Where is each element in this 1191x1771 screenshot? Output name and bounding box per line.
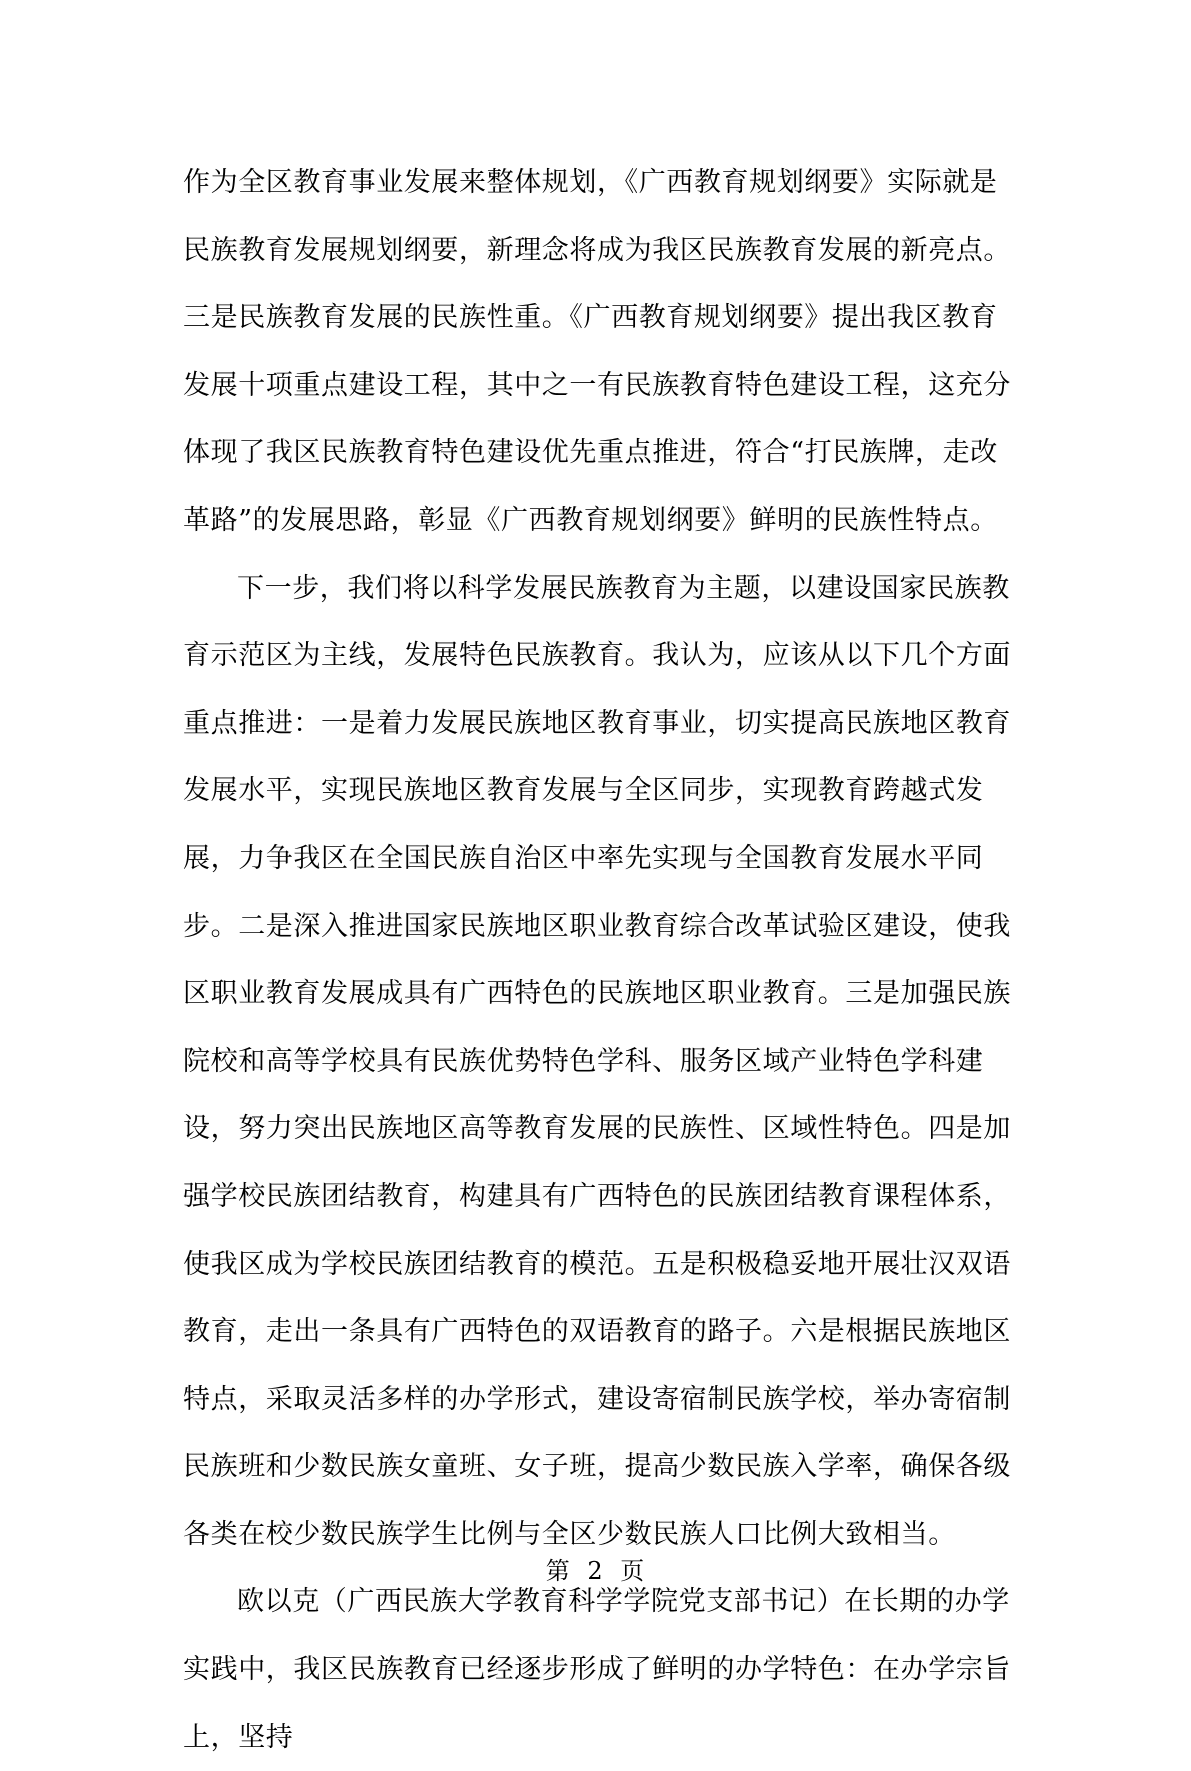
page-footer (0, 1551, 1191, 1586)
paragraph-continuation: 作为全区教育事业发展来整体规划，《广西教育规划纲要》实际就是民族教育发展规划纲要，新理念将成为我区民族教育发展的新亮点。三是民族教育发展的民族性重。《广西教育规划纲要》提出我区教育发展十项重点建设工程，其中之一有民族教育特色建设工程，这充分体现了我区民族教育特色建设优先重点推进，符合“打民族牌，走改革路”的发展思路，彰显《广西教育规划纲要》鲜明的民族性特点。 (183, 167, 1011, 536)
paragraph-next-steps: 下一步，我们将以科学发展民族教育为主题，以建设国家民族教育示范区为主线，发展特色民族教育。我认为，应该从以下几个方面重点推进：一是着力发展民族地区教育事业，切实提高民族地区教育发展水平，实现民族地区教育发展与全区同步，实现教育跨越式发展，力争我区在全国民族自治区中率先实现与全国教育发展水平同步。二是深入推进国家民族地区职业教育综合改革试验区建设，使我区职业教育发展成具有广西特色的民族地区职业教育。三是加强民族院校和高等学校具有民族优势特色学科、服务区域产业特色学科建设，努力突出民族地区高等教育发展的民族性、区域性特色。四是加强学校民族团结教育，构建具有广西特色的民族团结教育课程体系，使我区成为学校民族团结教育的模范。五是积极稳妥地开展壮汉双语教育，走出一条具有广西特色的双语教育的路子。六是根据民族地区特点，采取灵活多样的办学形式，建设寄宿制民族学校，举办寄宿制民族班和少数民族女童班、女子班，提高少数民族入学率，确保各级各类在校少数民族学生比例与全区少数民族人口比例大致相当。 (183, 572, 1011, 1550)
page-number-suffix: 页 (620, 1557, 646, 1585)
page-number: 2 (587, 1557, 604, 1585)
page-number-prefix: 第 (545, 1557, 571, 1585)
document-body (183, 149, 1013, 1771)
paragraph-ou-yike: 欧以克（广西民族大学教育科学学院党支部书记）在长期的办学实践中，我区民族教育已经逐步形成了鲜明的办学特色：在办学宗旨上，坚持 (183, 1586, 1011, 1753)
